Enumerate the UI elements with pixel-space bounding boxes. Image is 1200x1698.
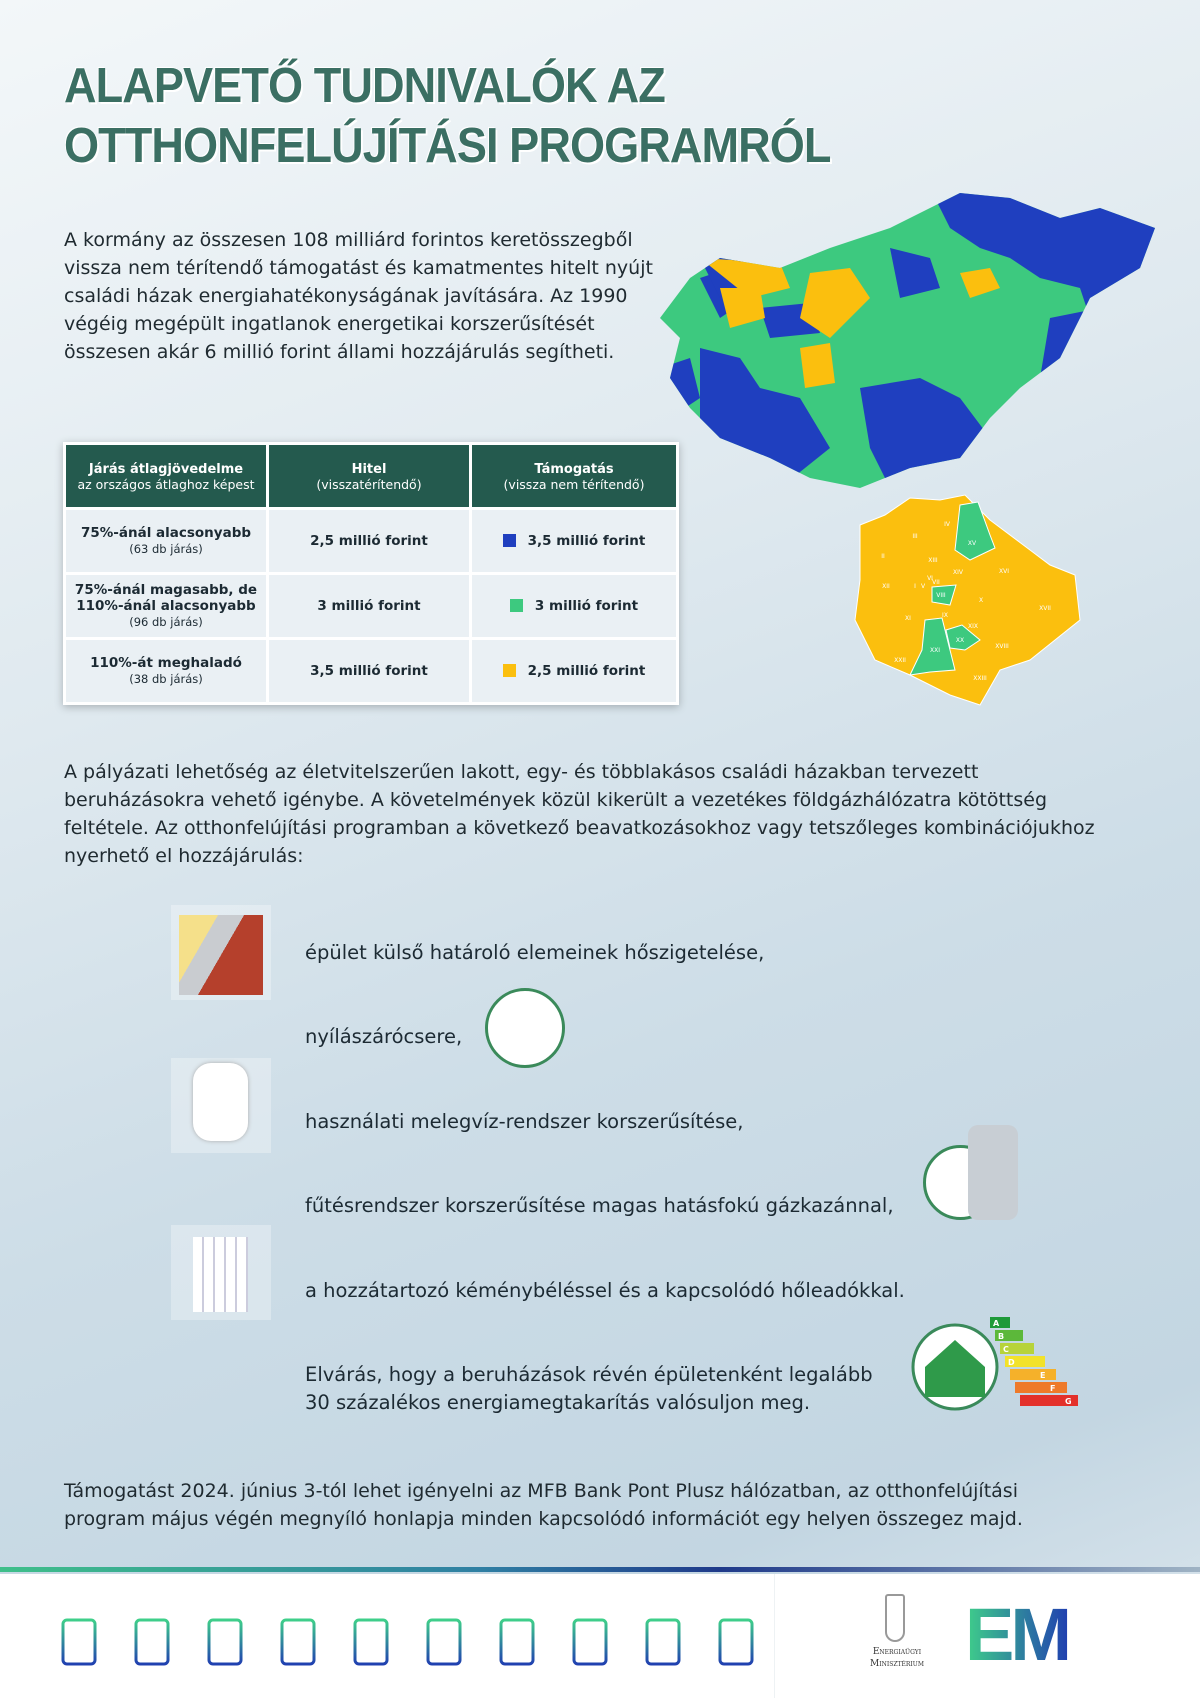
energy-efficiency-icon [910, 1312, 1080, 1422]
svg-text:XII: XII [882, 583, 890, 590]
svg-text:XIX: XIX [968, 623, 978, 630]
hungary-map [660, 188, 1155, 488]
wind-turbine-icon [566, 1614, 614, 1670]
budapest-map [850, 490, 1100, 710]
page-title: ALAPVETŐ TUDNIVALÓK AZ OTTHONFELÚJÍTÁSI PROGRAMRÓL [64, 59, 831, 173]
table-row: 75%-ánál magasabb, de 110%-ánál alacsonyabb (96 db járás) 3 millió forint 3 millió forint [66, 575, 676, 637]
svg-text:XV: XV [967, 540, 977, 547]
solar-panel-icon [55, 1614, 103, 1670]
blue-swatch [503, 534, 516, 547]
header-grant: Támogatás (vissza nem térítendő) [472, 445, 676, 507]
intro-paragraph: A kormány az összesen 108 milliárd forintos keretösszegből vissza nem térítendő támogatást és kamatmentes hitelt nyújt családi házak energiahatékonyságának javítására. Az 1990 végéig megépült ingatlanok energetikai korszerűsítését összesen akár 6 millió forint állami hozzájárulás segítheti. [64, 229, 653, 363]
footer-divider [0, 1567, 1200, 1572]
power-pylon-icon [274, 1614, 322, 1670]
svg-text:XX: XX [955, 637, 965, 644]
radiator-icon [171, 1225, 271, 1320]
svg-text:XI: XI [905, 615, 911, 622]
plug-plant-icon [347, 1614, 395, 1670]
svg-text:VIII: VIII [936, 592, 946, 599]
svg-text:IV: IV [944, 521, 950, 528]
item-hot-water: használati melegvíz-rendszer korszerűsítése, [305, 1110, 744, 1133]
final-paragraph: Támogatást 2024. június 3-tól lehet igényelni az MFB Bank Pont Plusz hálózatban, az otthonfelújítási program május végén megnyíló honlapja minden kapcsolódó információt egy helyen összegez majd. [64, 1480, 1023, 1530]
svg-text:A: A [993, 1319, 1000, 1328]
table-row: 75%-ánál alacsonyabb (63 db járás) 2,5 millió forint 3,5 millió forint [66, 510, 676, 572]
water-hand-icon [712, 1614, 760, 1670]
item-chimney: a hozzátartozó kéménybéléssel és a kapcsolódó hőleadókkal. [305, 1279, 905, 1302]
header-income: Járás átlagjövedelme az országos átlaghoz képest [66, 445, 266, 507]
window-replacement-icon [480, 968, 595, 1083]
oil-pump-icon [201, 1614, 249, 1670]
item-heating: fűtésrendszer korszerűsítése magas hatásfokú gázkazánnal, [305, 1194, 894, 1217]
svg-text:V: V [920, 583, 926, 590]
svg-text:IX: IX [942, 612, 948, 619]
water-heater-icon [171, 1058, 271, 1153]
svg-text:XXI: XXI [930, 647, 940, 654]
item-windows: nyílászárócsere, [305, 1025, 463, 1048]
requirements-paragraph: A pályázati lehetőség az életvitelszerűen lakott, egy- és többlakásos családi házakban tervezett beruházásokra vehető igénybe. A követelmények közül kikerült a vezetékes földgázhálózatra kötöttség feltétele. Az otthonfelújítási programban a következő beavatkozásokhoz vagy tetszőleges kombinációjukhoz nyerhető el hozzájárulás: [64, 761, 1095, 867]
expectation-text: Elvárás, hogy a beruházások révén épületenként legalább 30 százalékos energiamegtakarítás valósuljon meg. [305, 1363, 873, 1414]
svg-text:VII: VII [932, 579, 940, 586]
yellow-swatch [503, 664, 516, 677]
svg-text:C: C [1003, 1345, 1009, 1354]
support-table [63, 442, 679, 705]
svg-text:XIV: XIV [953, 569, 963, 576]
coat-of-arms-icon [885, 1594, 905, 1642]
wall-insulation-icon [171, 905, 271, 1000]
svg-text:VI: VI [927, 575, 933, 582]
svg-text:III: III [912, 533, 918, 540]
svg-text:II: II [881, 553, 885, 560]
recycle-bin-icon [639, 1614, 687, 1670]
svg-text:XIII: XIII [928, 557, 938, 564]
item-insulation: épület külső határoló elemeinek hőszigetelése, [305, 941, 765, 964]
svg-text:B: B [998, 1332, 1005, 1341]
fuel-pump-icon [493, 1614, 541, 1670]
boiler-icon [918, 1085, 1038, 1240]
svg-text:X: X [978, 597, 984, 604]
table-row: 110%-át meghaladó (38 db járás) 3,5 millió forint 2,5 millió forint [66, 640, 676, 702]
svg-text:G: G [1065, 1397, 1072, 1406]
svg-text:D: D [1008, 1358, 1015, 1367]
svg-text:E: E [1040, 1371, 1046, 1380]
footer [0, 1574, 1200, 1698]
svg-text:XVIII: XVIII [995, 643, 1009, 650]
svg-text:XXII: XXII [894, 657, 906, 664]
svg-text:XXIII: XXIII [973, 675, 987, 682]
svg-text:XVI: XVI [999, 568, 1009, 575]
em-logo: EM [965, 1593, 1068, 1676]
green-swatch [510, 599, 523, 612]
svg-text:XVII: XVII [1039, 605, 1051, 612]
svg-text:I: I [914, 583, 916, 590]
header-loan: Hitel (visszatérítendő) [269, 445, 469, 507]
atom-icon [128, 1614, 176, 1670]
ministry-name: Energiaügyi Minisztérium [870, 1647, 924, 1669]
svg-text:F: F [1050, 1384, 1056, 1393]
gas-tank-icon [420, 1614, 468, 1670]
